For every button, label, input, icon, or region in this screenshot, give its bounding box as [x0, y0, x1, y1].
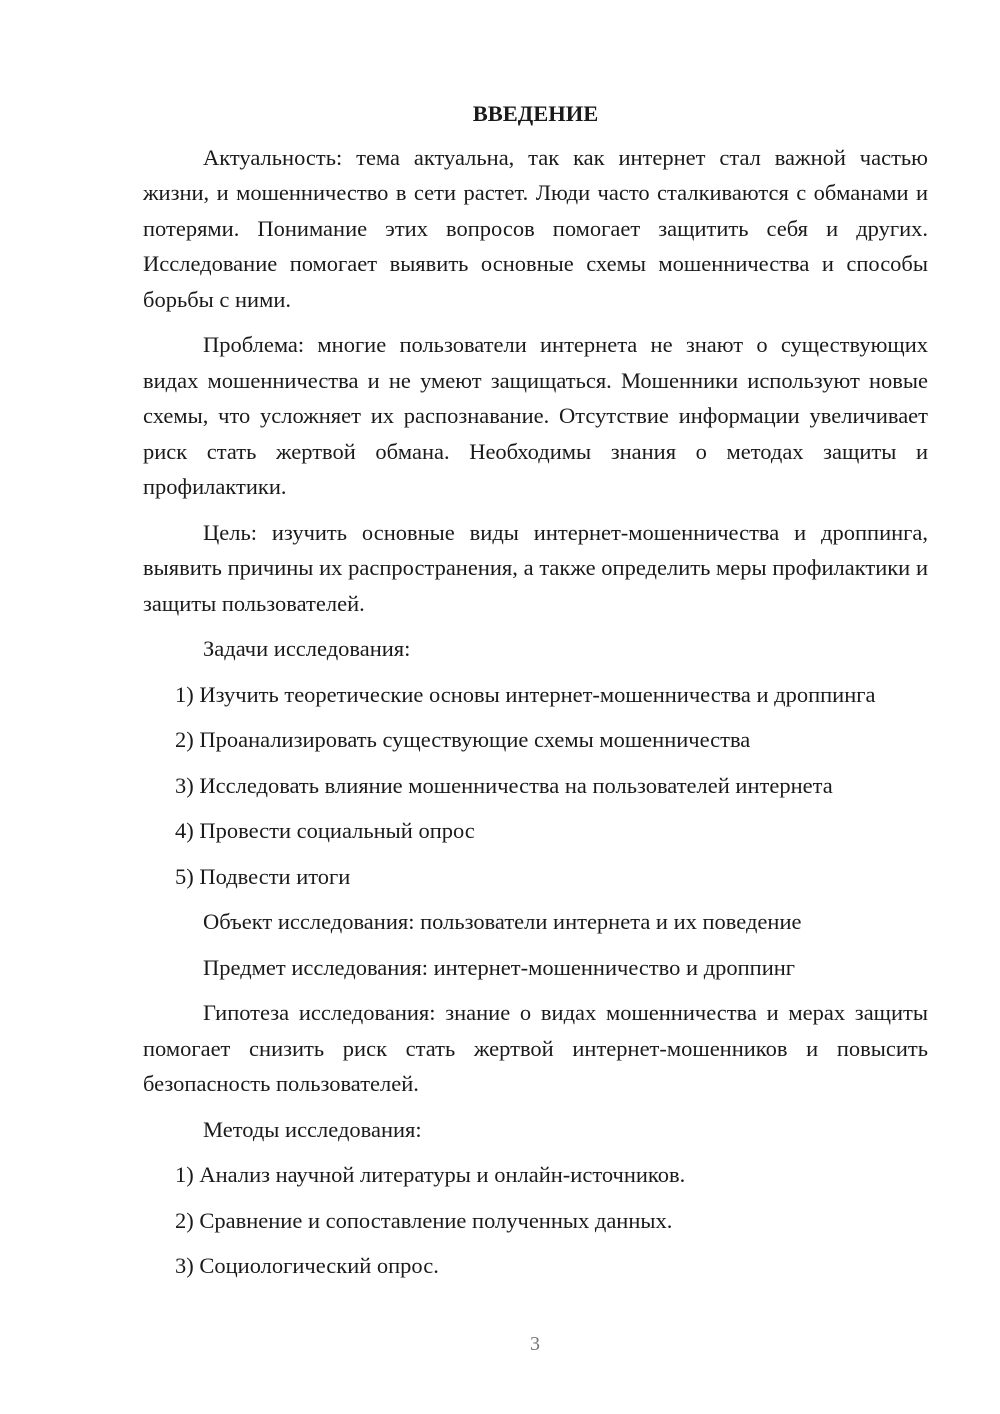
problem-paragraph: Проблема: многие пользователи интернета не знают о существующих видах мошенничества и не умеют защищаться. Мошенники используют новые схемы, что усложняет их распознавание. Отсутствие информации увеличивает риск стать жертвой обмана. Необходимы знания о методах защиты и профилактики.: [143, 332, 928, 499]
method-item: 3) Социологический опрос.: [175, 1253, 439, 1278]
task-item: 2) Проанализировать существующие схемы мошенничества: [175, 727, 751, 752]
tasks-heading: Задачи исследования:: [203, 636, 411, 661]
task-item: 4) Провести социальный опрос: [175, 818, 475, 843]
method-item: 1) Анализ научной литературы и онлайн-источников.: [175, 1162, 686, 1187]
relevance-paragraph: Актуальность: тема актуальна, так как интернет стал важной частью жизни, и мошенничество в сети растет. Люди часто сталкиваются с обманами и потерями. Понимание этих вопросов помогает защитить себя и других. Исследование помогает выявить основные схемы мошенничества и способы борьбы с ними.: [143, 144, 928, 312]
method-item: 2) Сравнение и сопоставление полученных данных.: [175, 1207, 673, 1233]
hypothesis-paragraph: Гипотеза исследования: знание о видах мошенничества и мерах защиты помогает снизить риск стать жертвой интернет-мошенников и повысить безопасность пользователей.: [143, 1000, 928, 1096]
task-item: 5) Подвести итоги: [175, 863, 351, 889]
subject-paragraph: Предмет исследования: интернет-мошенничество и дроппинг: [203, 954, 796, 980]
methods-heading: Методы исследования:: [203, 1116, 422, 1142]
goal-paragraph: Цель: изучить основные виды интернет-мошенничества и дроппинга, выявить причины их распространения, а также определить меры профилактики и защиты пользователей.: [143, 519, 928, 616]
object-paragraph: Объект исследования: пользователи интернета и их поведение: [203, 909, 802, 934]
document-page: [143, 96, 928, 1294]
page-number: 3: [530, 1333, 540, 1355]
task-item: 1) Изучить теоретические основы интернет-мошенничества и дроппинга: [175, 681, 876, 707]
section-title: ВВЕДЕНИЕ: [472, 101, 599, 126]
task-item: 3) Исследовать влияние мошенничества на пользователей интернета: [175, 772, 833, 798]
